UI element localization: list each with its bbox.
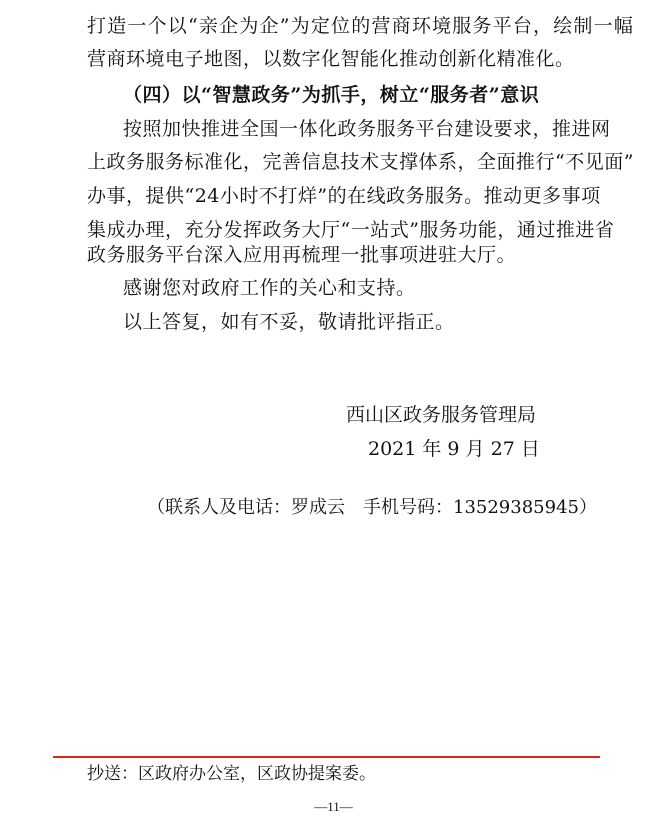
closing-line: 以上答复，如有不妥，敬请批评指正。 [123,311,455,333]
body-line: 按照加快推进全国一体化政务服务平台建设要求，推进网 [123,118,611,140]
page-number: —11— [314,799,353,814]
contact-line: （联系人及电话：罗成云 手机号码：13529385945） [147,497,597,518]
cc-line: 抄送：区政府办公室，区政协提案委。 [87,764,376,784]
body-line: 上政务服务标准化，完善信息技术支撑体系，全面推行“不见面” [87,151,634,173]
signature-date: 2021 年 9 月 27 日 [368,438,540,460]
body-line: 营商环境电子地图，以数字化智能化推动创新化精准化。 [87,48,575,70]
body-line: 办事，提供“24小时不打烊”的在线政务服务。推动更多事项 [87,185,601,207]
section-heading: （四）以“智慧政务”为抓手，树立“服务者”意识 [123,84,540,106]
body-line: 打造一个以“亲企为企”为定位的营商环境服务平台，绘制一幅 [87,15,635,37]
body-line: 政务服务平台深入应用再梳理一批事项进驻大厅。 [87,244,517,266]
body-line: 集成办理，充分发挥政务大厅“一站式”服务功能，通过推进省 [87,219,615,241]
signature-org: 西山区政务服务管理局 [346,404,537,426]
closing-line: 感谢您对政府工作的关心和支持。 [123,277,416,299]
footer-divider [53,756,600,758]
